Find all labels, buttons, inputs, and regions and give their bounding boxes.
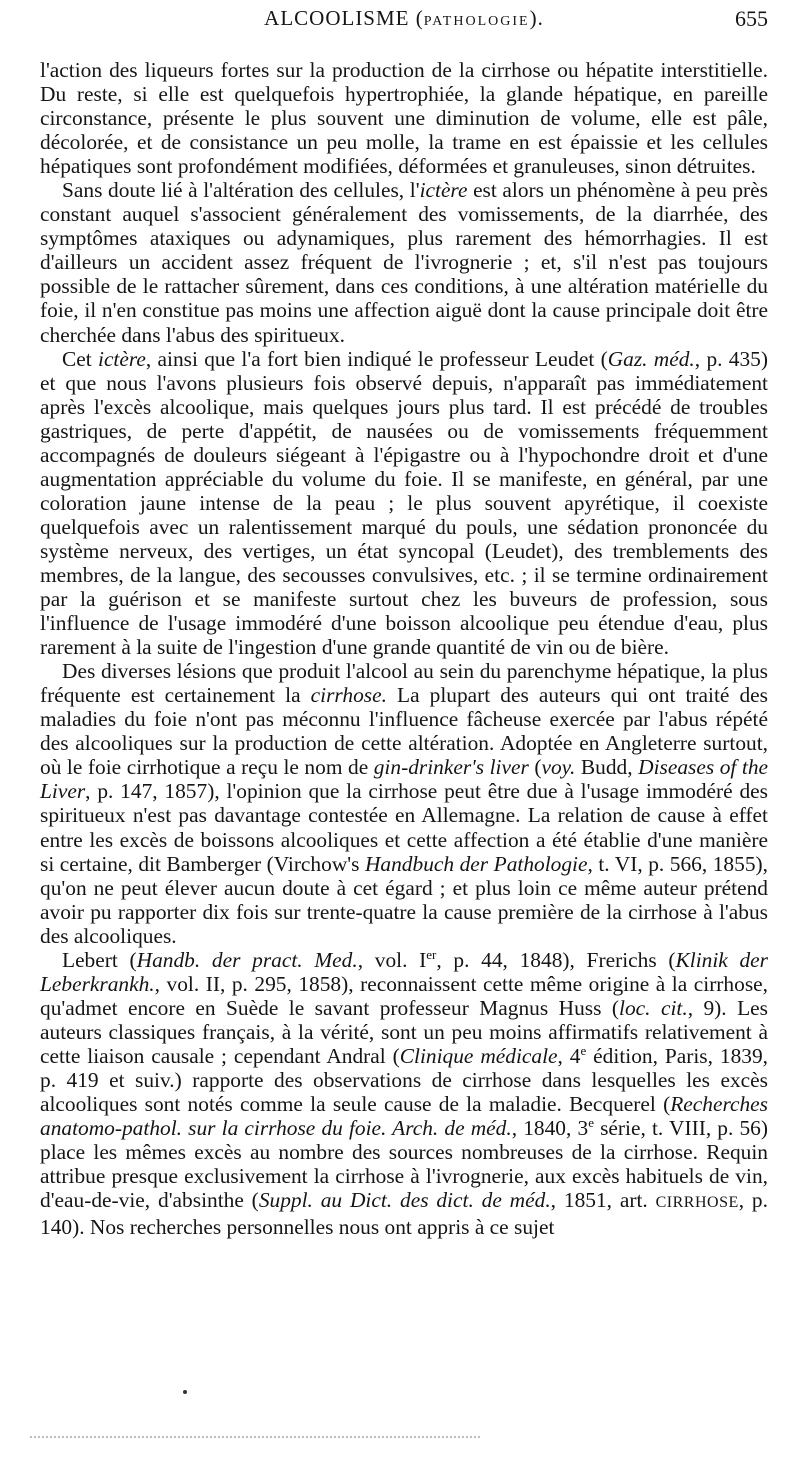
running-title-open: ( (409, 6, 424, 30)
text-run: , p. 140). Nos recherches personnelles nous ont appris à ce sujet (40, 1188, 768, 1240)
paragraph (40, 659, 768, 948)
superscript: e (580, 1042, 587, 1058)
italic-text: Suppl. au Dict. des dict. de méd. (258, 1188, 551, 1213)
page-number: 655 (735, 6, 768, 31)
running-title (40, 6, 768, 31)
text-run: Lebert ( (62, 947, 137, 972)
text-run: , 1851, art. (550, 1188, 656, 1213)
italic-text: cirrhose. (310, 683, 387, 708)
footer-dotted-rule (30, 1436, 480, 1444)
text-run: l'action des liqueurs fortes sur la production de la cirrhose ou hépatite interstitielle. Du reste, si elle est quelquefois hypertrophiée, la glande hépatique, en pareille circonstance, présente le plus souvent une diminution de volume, elle est pâle, décolorée, et de consistance un peu molle, la trame en est épaissie et les cellules hépatiques sont profondément modifiées, déformées et granuleuses, sinon détruites. (40, 58, 768, 179)
text-run: , p. 44, 1848), Frerichs ( (436, 947, 676, 972)
page-header (40, 6, 768, 46)
italic-text: loc. cit. (619, 995, 688, 1020)
text-run: Sans doute lié à l'altération des cellules, l' (62, 178, 420, 203)
body-text (40, 58, 768, 1239)
paragraph (40, 178, 768, 346)
text-run: est alors un phénomène à peu près constant auquel s'associent généralement des vomissements, de la diarrhée, des symptômes ataxiques ou adynamiques, plus rarement des hémorrhagies. Il est d'ailleurs un accident assez fréquent de l'ivrognerie ; et, s'il n'est pas toujours possible de le rattacher sûrement, dans ces conditions, à une altération matérielle du foie, il n'en constitue pas moins une affection aiguë dont la cause principale doit être cherchée dans l'abus des spiritueux. (40, 178, 768, 347)
italic-text: ictère (419, 178, 468, 203)
running-title-section: PATHOLOGIE (423, 14, 530, 29)
ink-speck (183, 1390, 187, 1394)
text-run: Cet (62, 346, 98, 371)
text-run: , p. 435) et que nous l'avons plusieurs fois observé depuis, n'apparaît pas immédiatement après l'excès alcoolique, mais quelques jours plus tard. Il est précédé de troubles gastriques, de perte d'appétit, de nausées ou de vomissements fréquemment accompagnés de douleurs siégeant à l'épigastre ou à l'hypochondre droit et d'une augmentation appréciable du volume du foie. Il se manifeste, en général, par une coloration jaune intense de la peau ; le plus souvent apyrétique, il coexiste quelquefois avec un ralentissement marqué du pouls, une sédation prononcée du système nerveux, des vertiges, un état syncopal (Leudet), des tremblements des membres, de la langue, des secousses convulsives, etc. ; il se termine ordinairement par la guérison et se manifeste surtout chez les buveurs de profession, sous l'influence de l'usage immodéré d'une boisson alcoolique peu étendue d'eau, plus rarement à la suite de l'ingestion d'une grande quantité de vin ou de bière. (40, 346, 768, 660)
italic-text: voy. (541, 755, 576, 780)
text-run: , t. VI, p. 566, 1855), qu'on ne peut élever aucun doute à cet égard ; et plus loin ce même auteur prétend avoir pu rapporter dix fois sur trente-quatre la cause première de la cirrhose à l'abus des alcooliques. (40, 851, 768, 948)
superscript: e (588, 1114, 594, 1130)
text-run: série, t. VIII, p. 56) place les mêmes excès au nombre des sources nombreuses de la cirrhose. Requin attribue presque exclusivement la cirrhose à l'ivrognerie, aux excès habituels de vin, d'eau-de-vie, d'absinthe ( (40, 1116, 769, 1213)
running-title-main: ALCOOLISME (264, 6, 410, 30)
italic-text: Recherches anatomo-pathol. sur la cirrhose du foie. Arch. de méd. (40, 1092, 768, 1141)
text-run: , vol. I (357, 947, 427, 972)
text-run: Budd, (575, 755, 639, 780)
italic-text: ictère (98, 346, 146, 371)
italic-text: Handbuch der Pathologie (364, 851, 588, 876)
text-run: , ainsi que l'a fort bien indiqué le professeur Leudet ( (145, 346, 608, 371)
italic-text: Gaz. méd. (607, 346, 695, 371)
italic-text: Klinik der Leberkrankh. (40, 947, 768, 996)
paragraph (40, 347, 768, 660)
text-run: ( (528, 755, 542, 780)
italic-text: Clinique médicale (399, 1043, 558, 1068)
text-run: , vol. II, p. 295, 1858), reconnaissent cette même origine à la cirrhose, qu'admet encore en Suède le savant professeur Magnus Huss ( (40, 971, 768, 1020)
italic-text: gin-drinker's liver (373, 755, 529, 780)
italic-text: Diseases of the Liver (40, 755, 769, 804)
running-title-close: ). (529, 6, 544, 30)
italic-text: Handb. der pract. Med. (136, 947, 358, 972)
paragraph (40, 58, 768, 178)
paragraph (40, 948, 768, 1240)
text-run: , 9). Les auteurs classiques français, à la vérité, sont un peu moins affirmatifs relativement à cette liaison causale ; cependant Andral ( (40, 995, 768, 1068)
text-run: , 4 (557, 1043, 581, 1068)
small-caps-text: CIRRHOSE (655, 1194, 739, 1212)
text-run: La plupart des auteurs qui ont traité des maladies du foie n'ont pas méconnu l'influence fâcheuse exercée par l'abus répété des alcooliques sur la production de cette altération. Adoptée en Angleterre surtout, où le foie cirrhotique a reçu le nom de (40, 683, 768, 780)
text-run: , p. 147, 1857), l'opinion que la cirrhose peut être due à l'usage immodéré des spiritueux n'est pas davantage contestée en Allemagne. La relation de cause à effet entre les excès de boissons alcooliques et cette affection a été établie d'une manière si certaine, dit Bamberger (Virchow's (40, 779, 768, 876)
text-run: Des diverses lésions que produit l'alcool au sein du parenchyme hépatique, la plus fréquente est certainement la (40, 659, 768, 708)
text-run: , 1840, 3 (511, 1116, 589, 1141)
superscript: er (426, 946, 437, 962)
text-run: édition, Paris, 1839, p. 419 et suiv.) rapporte des observations de cirrhose dans lesquelles les excès alcooliques sont notés comme la seule cause de la maladie. Becquerel ( (40, 1043, 769, 1117)
